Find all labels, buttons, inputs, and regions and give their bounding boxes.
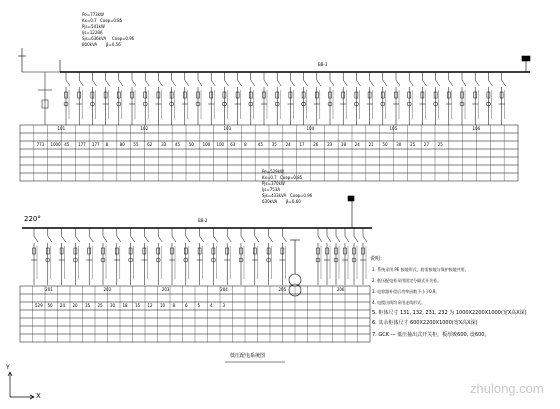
feeder-circuit bbox=[302, 72, 308, 125]
table-value-cell: 23 bbox=[327, 142, 333, 147]
table-value-cell: 27 bbox=[423, 142, 430, 147]
feeder-circuit bbox=[222, 72, 228, 125]
feeder-circuit bbox=[249, 72, 255, 125]
table-value-cell: 50 bbox=[188, 142, 194, 147]
table-value-cell: 8 bbox=[244, 142, 247, 147]
table-value-cell: 8 bbox=[105, 142, 109, 147]
feeder-circuit bbox=[208, 72, 215, 125]
param-kva-2: 630kVA bbox=[262, 199, 278, 204]
feeder-circuit bbox=[129, 72, 136, 125]
feeder-circuit bbox=[170, 72, 176, 125]
feeder-circuit bbox=[342, 228, 349, 285]
param-pe: Pe=773kW bbox=[82, 12, 104, 17]
feeder-circuit bbox=[155, 72, 162, 125]
feeder-circuit bbox=[446, 72, 453, 125]
feeder-circuit bbox=[169, 228, 176, 285]
feeder-circuit bbox=[197, 228, 204, 285]
table-header-cell: 204 bbox=[220, 287, 228, 292]
feeder-circuit bbox=[101, 228, 107, 285]
top-feeder-group bbox=[38, 72, 506, 125]
feeder-circuit bbox=[486, 72, 492, 125]
table-value-cell: 35 bbox=[85, 303, 91, 308]
note-4: 4. 电缆出线均采用走线形式。 bbox=[372, 300, 426, 305]
incoming-terminal-right bbox=[522, 56, 530, 72]
table-value-cell: 21 bbox=[368, 142, 374, 147]
bottom-feeder-group bbox=[31, 228, 367, 285]
table-header-cell: 103 bbox=[223, 126, 232, 131]
table-value-cell: 177 bbox=[78, 142, 86, 147]
table-value-cell: 18 bbox=[340, 142, 347, 147]
table-header-cell: 106 bbox=[472, 126, 481, 131]
feeder-circuit bbox=[117, 72, 123, 125]
incoming-terminal-mid bbox=[348, 196, 354, 228]
feeder-circuit bbox=[434, 72, 440, 125]
table-value-cell: 20 bbox=[72, 303, 78, 308]
table-value-cell: 55 bbox=[133, 142, 139, 147]
feeder-circuit bbox=[472, 72, 479, 125]
feeder-circuit bbox=[143, 72, 149, 125]
table-value-cell: 15 bbox=[135, 303, 141, 308]
axis-x-label: X bbox=[36, 392, 41, 400]
feeder-circuit bbox=[261, 72, 268, 125]
param-kx: Kx=0.7 bbox=[82, 18, 97, 23]
table-value-cell: 62 bbox=[147, 142, 153, 147]
notes-title: 说明： bbox=[370, 256, 386, 262]
feeder-circuit bbox=[129, 228, 135, 285]
note-5: 5. 柜体尺寸 131, 132, 231, 232 为 1000X2200X1000(宽X高X深) bbox=[372, 310, 527, 316]
feeder-circuit bbox=[46, 228, 52, 285]
note-6: 6. 其余柜体尺寸 600X2200X1000(宽X高X深) bbox=[372, 320, 478, 326]
table-value-cell: 5 bbox=[197, 303, 201, 308]
table-value-cell: 773 bbox=[36, 142, 45, 147]
feeder-circuit bbox=[267, 228, 273, 285]
feeder-circuit bbox=[460, 72, 466, 125]
param-cos-2: Cosφ=0.85 bbox=[280, 175, 303, 180]
table-value-cell: 6 bbox=[185, 303, 188, 308]
feeder-circuit bbox=[73, 228, 79, 285]
table-value-cell: 18 bbox=[122, 303, 128, 308]
table-value-cell: 50 bbox=[47, 303, 53, 308]
feeder-circuit bbox=[76, 72, 83, 125]
bus-label-top: BB-1 bbox=[318, 62, 328, 67]
feeder-circuit bbox=[340, 72, 347, 125]
feeder-circuit bbox=[31, 228, 38, 285]
feeder-circuit bbox=[86, 228, 93, 285]
note-7: 7. GCK — 低压抽出式开关柜，板厚败600, 设600。 bbox=[372, 332, 490, 338]
feeder-circuit bbox=[114, 228, 121, 285]
table-value-cell: 24 bbox=[285, 142, 291, 147]
table-value-cell: 35 bbox=[271, 142, 277, 147]
feeder-circuit bbox=[407, 72, 413, 125]
table-value-cell: 529 bbox=[35, 303, 43, 308]
feeder-circuit bbox=[381, 72, 387, 125]
drawing-title: 低压配电系统图 bbox=[230, 353, 266, 359]
top-transformer-symbol bbox=[18, 48, 60, 72]
table-header-cell: 105 bbox=[389, 126, 398, 131]
note-1: 1. 系统采用 PE 接地形式，防雷接地与保护接地共用。 bbox=[372, 267, 469, 272]
feeder-circuit bbox=[419, 72, 426, 125]
feeder-circuit bbox=[184, 228, 190, 285]
table-header-cell: 205 bbox=[278, 287, 287, 292]
table-value-cell: 26 bbox=[313, 142, 319, 147]
table-header-cell: 101 bbox=[57, 126, 66, 131]
feeder-circuit bbox=[334, 228, 340, 285]
table-value-cell: 80 bbox=[119, 142, 125, 147]
param-pjs: Pjs=541kW bbox=[82, 24, 105, 29]
param-ijs: Ijs=1228A bbox=[82, 30, 103, 35]
mid-left-label: 220° bbox=[24, 215, 41, 223]
table-value-cell: 8 bbox=[172, 303, 176, 308]
feeder-circuit bbox=[352, 228, 358, 285]
feeder-circuit bbox=[393, 72, 400, 125]
table-value-cell: 33 bbox=[161, 142, 167, 147]
table-value-cell: 45 bbox=[174, 142, 181, 147]
feeder-circuit bbox=[239, 228, 245, 285]
table-value-cell: 24 bbox=[60, 303, 66, 308]
feeder-circuit bbox=[224, 228, 231, 285]
ucs-axis-icon bbox=[8, 372, 34, 399]
table-value-cell: 3 bbox=[222, 303, 226, 308]
param-beta-2: β=0.60 bbox=[286, 199, 301, 204]
table-value-cell: 25 bbox=[437, 142, 443, 147]
param-sjs-2: Sjs=433kVA bbox=[262, 193, 287, 198]
feeder-circuit bbox=[367, 72, 374, 125]
feeder-circuit bbox=[64, 72, 70, 125]
table-value-cell: 10 bbox=[160, 303, 166, 308]
feeder-circuit bbox=[316, 228, 322, 285]
feeder-circuit bbox=[354, 72, 360, 125]
feeder-circuit bbox=[360, 228, 367, 285]
feeder-circuit bbox=[103, 72, 110, 125]
table-header-cell: 104 bbox=[306, 126, 315, 131]
table-value-cell: 63 bbox=[230, 142, 236, 147]
table-header-cell: 102 bbox=[140, 126, 149, 131]
axis-y-label: Y bbox=[6, 364, 10, 371]
table-header-cell: 203 bbox=[161, 287, 170, 292]
feeder-circuit bbox=[279, 228, 286, 285]
feeder-circuit bbox=[90, 72, 96, 125]
table-value-cell: 45 bbox=[64, 142, 70, 147]
param-cos: Cosφ=0.85 bbox=[100, 18, 123, 23]
param-pe-2: Pe=529kW bbox=[262, 169, 284, 174]
table-value-cell: 25 bbox=[410, 142, 416, 147]
table-value-cell: 177 bbox=[91, 142, 100, 147]
table-value-cell: 100 bbox=[216, 142, 225, 147]
table-value-cell: 25 bbox=[97, 303, 103, 308]
table-value-cell: 30 bbox=[396, 142, 402, 147]
param-ijs-2: Ijs=753A bbox=[262, 187, 281, 192]
table-header-cell: 206 bbox=[336, 287, 345, 292]
bus-label-mid: BB-2 bbox=[198, 218, 208, 223]
table-value-cell: 50 bbox=[382, 142, 388, 147]
table-value-cell: 100 bbox=[202, 142, 211, 147]
param-kva: 800kVA bbox=[82, 42, 98, 47]
param-pjs-2: Pjs=370kW bbox=[262, 181, 285, 186]
feeder-circuit bbox=[141, 228, 148, 285]
table-value-cell: 17 bbox=[299, 142, 305, 147]
table-value-cell: 45 bbox=[257, 142, 264, 147]
feeder-circuit bbox=[182, 72, 189, 125]
feeder-circuit bbox=[324, 228, 331, 285]
feeder-circuit bbox=[252, 228, 259, 285]
feeder-circuit bbox=[235, 72, 242, 125]
table-header-cell: 201 bbox=[45, 287, 53, 292]
bottom-parameter-table bbox=[20, 286, 370, 342]
param-kx-2: Kx=0.7 bbox=[262, 175, 277, 180]
feeder-circuit bbox=[328, 72, 334, 125]
table-value-cell: 12 bbox=[147, 303, 153, 308]
note-2: 2. 低压配电柜采用固定分隔式开关柜。 bbox=[372, 278, 442, 283]
feeder-circuit bbox=[287, 72, 294, 125]
param-sjs: Sjs=636kVA bbox=[82, 36, 107, 41]
feeder-circuit bbox=[211, 228, 217, 285]
feeder-circuit bbox=[314, 72, 321, 125]
table-value-cell: 24 bbox=[354, 142, 360, 147]
param-cos2: Cosφ=0.96 bbox=[112, 36, 135, 41]
feeder-circuit bbox=[275, 72, 281, 125]
table-header-cell: 202 bbox=[103, 287, 112, 292]
watermark-text: zhulong.com bbox=[470, 381, 544, 396]
table-value-cell: 30 bbox=[110, 303, 116, 308]
feeder-circuit bbox=[196, 72, 202, 125]
feeder-circuit bbox=[59, 228, 66, 285]
table-value-cell: 1000 bbox=[50, 142, 61, 147]
table-value-cell: 4 bbox=[210, 303, 213, 308]
feeder-circuit bbox=[499, 72, 506, 125]
param-cos2-2: Cosφ=0.96 bbox=[290, 193, 313, 198]
note-3: 3. 电容器补偿后功率因数不小于0.9。 bbox=[372, 289, 440, 294]
feeder-circuit bbox=[156, 228, 162, 285]
param-beta: β=0.56 bbox=[106, 42, 121, 47]
